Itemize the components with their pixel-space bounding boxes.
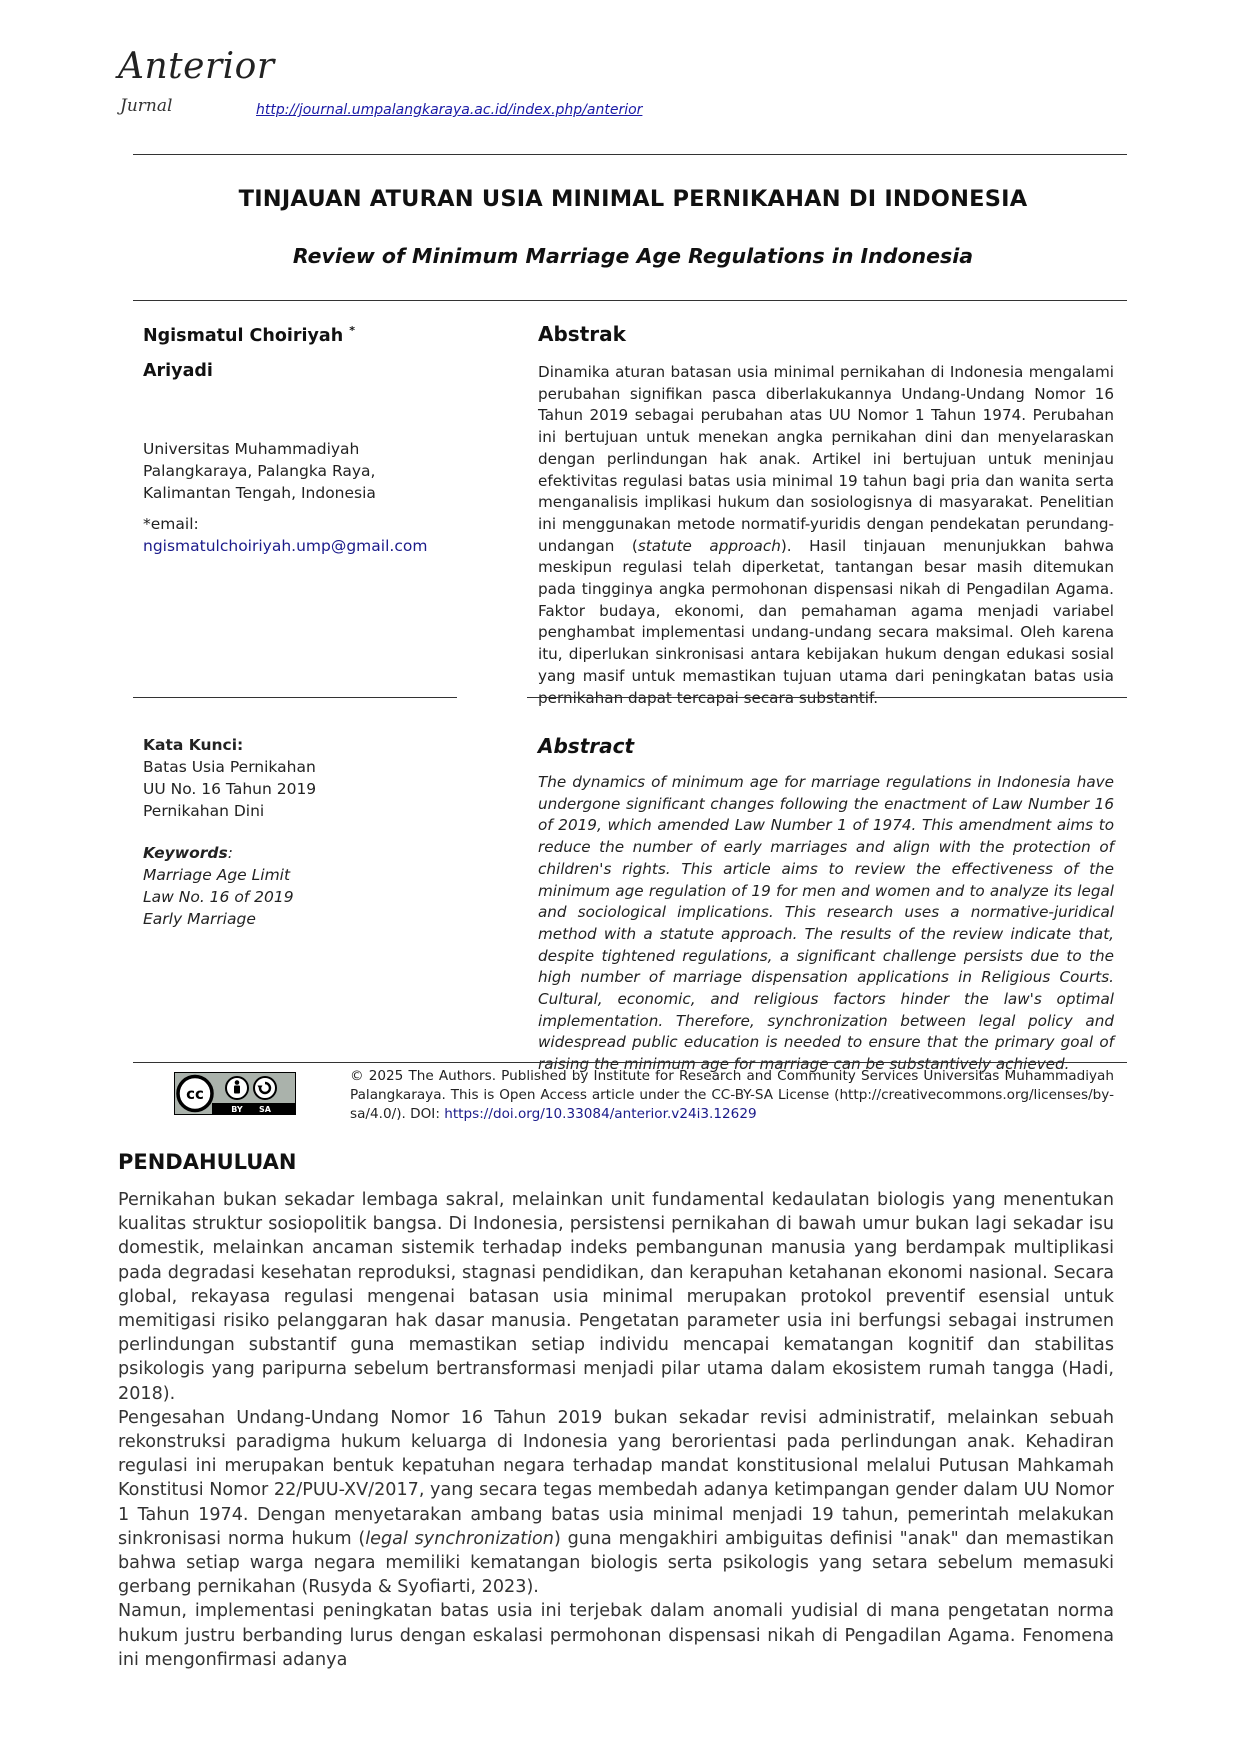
body-paragraph: Pernikahan bukan sekadar lembaga sakral, melainkan unit fundamental kedaulatan biologis yang menentukan kualitas struktur sosiopolitik bangsa. Di Indonesia, persistensi pernikahan di bawah umur bukan lagi sekadar isu domestik, melainkan ancaman sistemik terhadap indeks pembangunan manusia yang berdampak multiplikasi pada degradasi kesehatan reproduksi, stagnasi pendidikan, dan kerapuhan ketahanan ekonomi nasional. Secara global, rekayasa regulasi mengenai batasan usia minimal merupakan protokol preventif esensial untuk memitigasi risiko pelanggaran hak dasar manusia. Pengetatan parameter usia ini berfungsi sebagai instrumen perlindungan substantif guna memastikan setiap individu mencapai kematangan kognitif dan stabilitas psikologis yang paripurna sebelum bertransformasi menjadi pilar utama dalam ekosistem rumah tangga (Hadi, 2018). [118, 1190, 1114, 1404]
body-paragraph: Namun, implementasi peningkatan batas usia ini terjebak dalam anomali yudisial di mana pengetatan norma hukum justru berbanding lurus dengan eskalasi permohonan dispensasi nikah di Pengadilan Agama. Fenomena ini mengonfirmasi adanya [118, 1601, 1114, 1670]
abstrak-text-part-1: Dinamika aturan batasan usia minimal pernikahan di Indonesia mengalami perubahan signifikan pasca diberlakukannya Undang-Undang Nomor 16 Tahun 2019 sebagai perubahan atas UU Nomor 1 Tahun 1974. Perubahan ini bertujuan untuk menekan angka pernikahan dini dan menyelaraskan dengan perlindungan hak anak. Artikel ini bertujuan untuk meninjau efektivitas regulasi batas usia minimal 19 tahun bagi pria dan wanita serta menganalisis implikasi hukum dan sosiologisnya di masyarakat. Penelitian ini menggunakan metode normatif-yuridis dengan pendekatan perundang-undangan ( [538, 363, 1114, 555]
keywords-heading-line [143, 842, 294, 864]
keywords-heading: Keywords [143, 844, 228, 862]
body-paragraph [118, 1406, 1114, 1600]
sa-label: SA [259, 1105, 271, 1114]
keyword-item: Law No. 16 of 2019 [143, 888, 294, 906]
author-2-name: Ariyadi [143, 361, 213, 381]
keyword-item: Early Marriage [143, 910, 256, 928]
kata-kunci-item: Batas Usia Pernikahan [143, 758, 316, 776]
license-text [350, 1067, 1114, 1124]
email-label: *email: [143, 515, 199, 533]
kata-kunci-item: UU No. 16 Tahun 2019 [143, 780, 317, 798]
author-1 [143, 324, 355, 346]
journal-logo-sub: Jurnal [120, 96, 173, 116]
left-column-rule [133, 697, 457, 698]
kata-kunci-heading: Kata Kunci: [143, 736, 244, 754]
right-column-rule [527, 697, 1127, 698]
cc-icon-label: cc [186, 1085, 204, 1103]
keywords-colon: : [227, 844, 233, 862]
abstrak-text-part-2: ). Hasil tinjauan menunjukkan bahwa meskipun regulasi telah diperketat, tantangan besar masih ditemukan pada tingginya angka permohonan dispensasi nikah di Pengadilan Agama. Faktor budaya, ekonomi, dan pemahaman agama menjadi variabel penghambat implementasi undang-undang secara maksimal. Oleh karena itu, diperlukan sinkronisasi antara kebijakan hukum dengan edukasi sosial yang masif untuk memastikan tujuan utama dari peningkatan batas usia pernikahan dapat tercapai secara substantif. [538, 536, 1115, 707]
journal-logo-name: Anterior [118, 46, 275, 87]
pendahuluan-heading: PENDAHULUAN [118, 1150, 297, 1174]
by-person-head [235, 1080, 240, 1085]
abstrak-text [538, 362, 1114, 709]
kata-kunci-item: Pernikahan Dini [143, 802, 265, 820]
license-statement: © 2025 The Authors. Published by Institute for Research and Community Services Universitas Muhammadiyah Palangkaraya. This is Open Access article under the CC-BY-SA License (http://creativecommons.org/licenses/by-sa/4.0/). DOI: [350, 1068, 1114, 1122]
keywords-block [143, 842, 294, 930]
abstract-heading: Abstract [538, 734, 635, 758]
body-paragraph-italic: legal synchronization [365, 1528, 554, 1549]
email-link[interactable]: ngismatulchoiriyah.ump@gmail.com [143, 537, 428, 555]
journal-url-link[interactable]: http://journal.umpalangkaraya.ac.id/index.php/anterior [256, 102, 643, 118]
author-2 [143, 361, 213, 381]
by-person-body [234, 1086, 240, 1094]
kata-kunci-block [143, 734, 316, 822]
article-title: TINJAUAN ATURAN USIA MINIMAL PERNIKAHAN DI INDONESIA [238, 186, 1028, 212]
body-paragraph-part-2: ) guna mengakhiri ambiguitas definisi "anak" dan memastikan bahwa setiap warga negara memiliki kematangan biologis serta psikologis yang setara sebelum memasuki gerbang pernikahan (Rusyda & Syofiarti, 2023). [118, 1528, 1115, 1598]
license-rule [133, 1062, 1127, 1063]
author-1-mark: * [349, 324, 356, 337]
abstrak-heading: Abstrak [538, 322, 626, 346]
cc-by-sa-badge[interactable] [174, 1072, 296, 1115]
abstrak-text-italic: statute approach [637, 536, 781, 555]
author-1-name: Ngismatul Choiriyah [143, 325, 344, 346]
cc-badge-strip [212, 1103, 295, 1114]
pendahuluan-body [118, 1188, 1114, 1672]
abstract-text: The dynamics of minimum age for marriage regulations in Indonesia have undergone significant changes following the enactment of Law Number 16 of 2019, which amended Law Number 1 of 1974. This amendment aims to reduce the number of early marriages and align with the protection of children's rights. This article aims to review the effectiveness of the minimum age regulation of 19 for men and women and to analyze its legal and sociological implications. This research uses a normative-juridical method with a statute approach. The results of the review indicate that, despite tightened regulations, a significant challenge persists due to the high number of marriage dispensation applications in Religious Courts. Cultural, economic, and religious factors hinder the law's optimal implementation. Therefore, synchronization between legal policy and widespread public education is needed to ensure that the primary goal of raising the minimum age for marriage can be substantively achieved. [538, 773, 1114, 1074]
title-rule [133, 300, 1127, 301]
article-subtitle: Review of Minimum Marriage Age Regulations in Indonesia [292, 244, 974, 268]
header-rule [133, 154, 1127, 155]
body-paragraph-part-1: Pengesahan Undang-Undang Nomor 16 Tahun 2019 bukan sekadar revisi administratif, melainkan sebuah rekonstruksi paradigma hukum keluarga di Indonesia yang berorientasi pada perlindungan anak. Kehadiran regulasi ini merupakan bentuk kepatuhan negara terhadap mandat konstitusional melalui Putusan Mahkamah Konstitusi Nomor 22/PUU-XV/2017, yang secara tegas membedah adanya ketimpangan gender dalam UU Nomor 1 Tahun 1974. Dengan menyetarakan ambang batas usia minimal menjadi 19 tahun, pemerintah melakukan sinkronisasi norma hukum ( [118, 1407, 1114, 1549]
by-label: BY [231, 1105, 243, 1114]
affiliation: Universitas Muhammadiyah Palangkaraya, Palangka Raya, Kalimantan Tengah, Indonesia [143, 440, 376, 502]
sa-share-icon [254, 1077, 276, 1099]
doi-link[interactable]: https://doi.org/10.33084/anterior.v24i3.12629 [444, 1106, 757, 1122]
keyword-item: Marriage Age Limit [143, 866, 291, 884]
